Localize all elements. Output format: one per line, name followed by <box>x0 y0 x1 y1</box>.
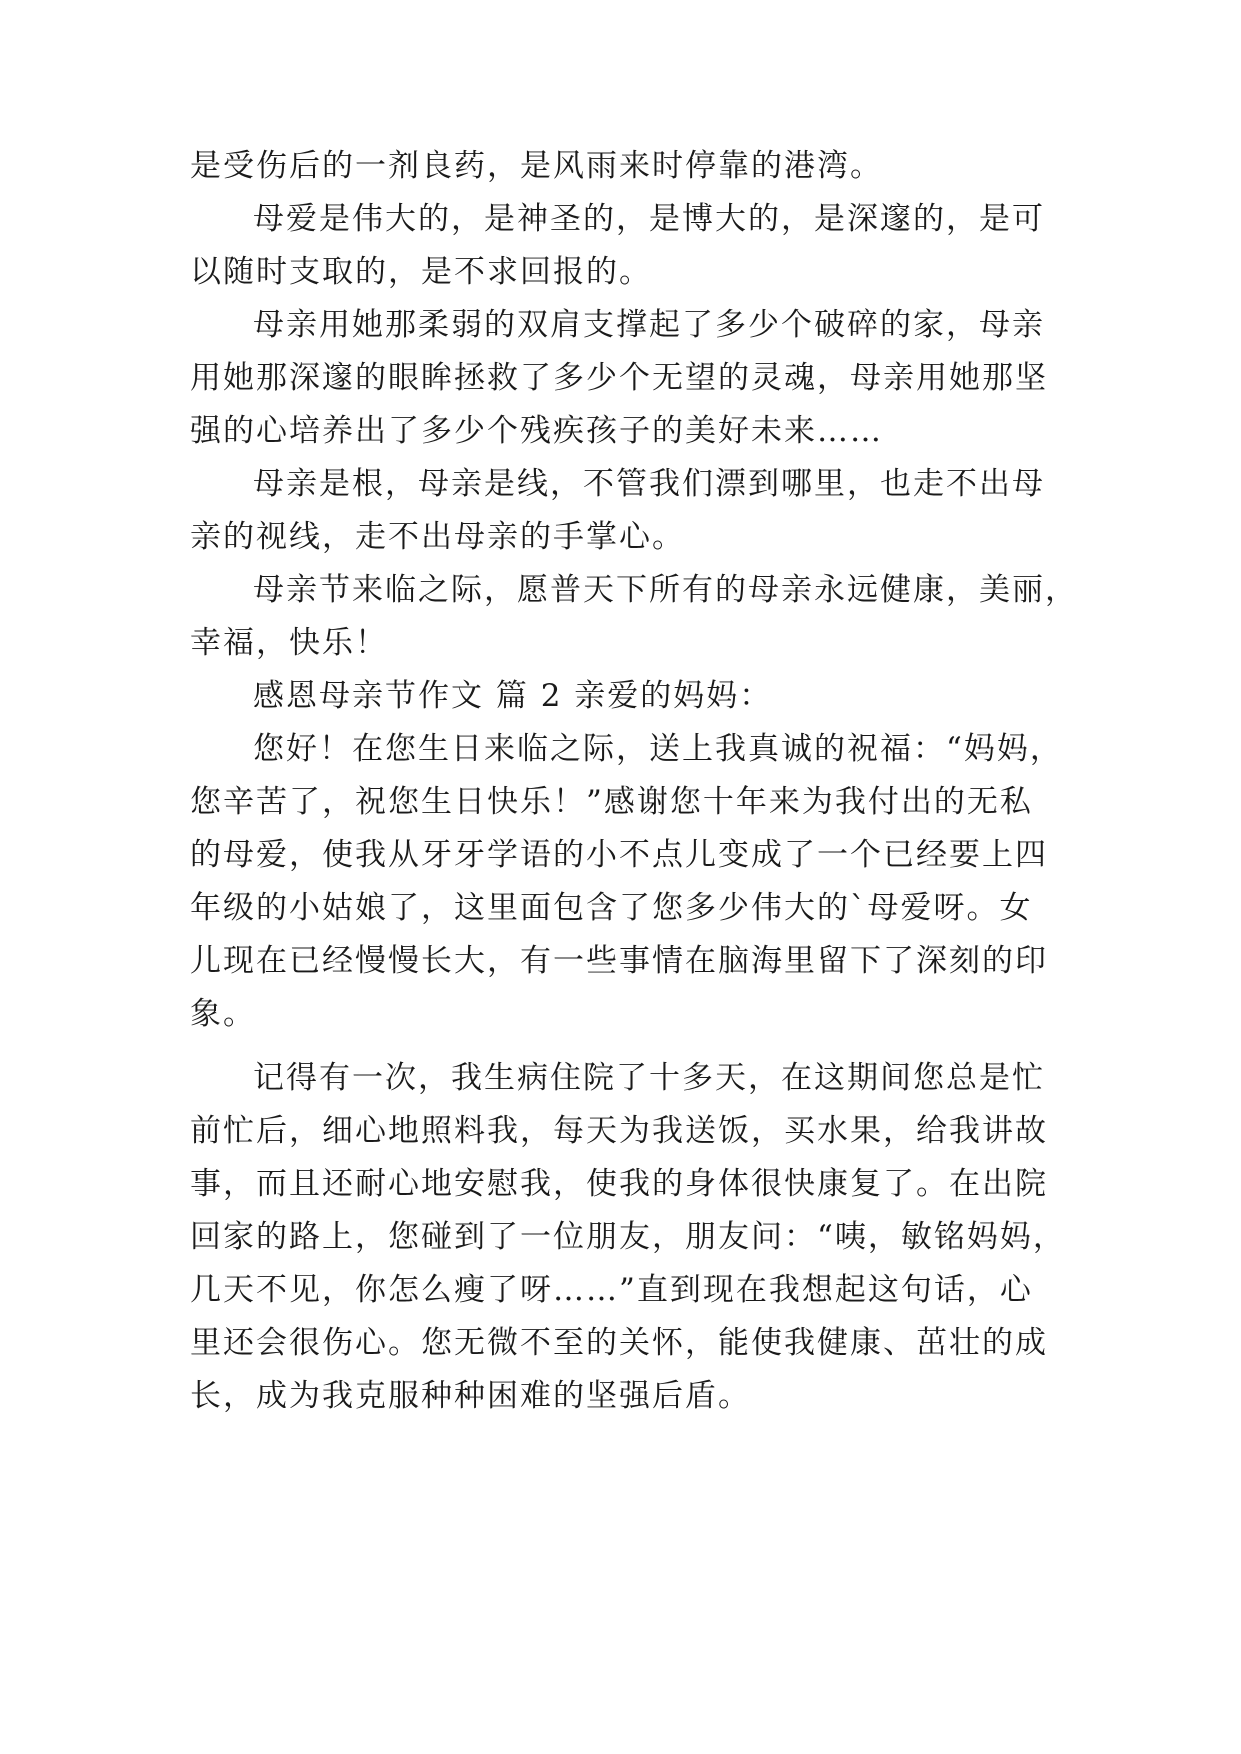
paragraph-first-line: 母亲是根，母亲是线，不管我们漂到哪里，也走不出母 <box>253 466 1045 502</box>
paragraph-first-line: 母爱是伟大的，是神圣的，是博大的，是深邃的，是可 <box>253 201 1045 237</box>
text-line: 里还会很伤心。您无微不至的关怀，能使我健康、茁壮的成 <box>190 1325 1048 1361</box>
text-line: 象。 <box>190 996 256 1032</box>
paragraph-first-line: 母亲节来临之际，愿普天下所有的母亲永远健康，美丽， <box>253 572 1078 608</box>
paragraph-first-line: 记得有一次，我生病住院了十多天，在这期间您总是忙 <box>253 1060 1045 1096</box>
text-line: 几天不见，你怎么瘦了呀……”直到现在我想起这句话，心 <box>190 1272 1033 1308</box>
text-line: 强的心培养出了多少个残疾孩子的美好未来…… <box>190 413 883 449</box>
text-line: 事，而且还耐心地安慰我，使我的身体很快康复了。在出院 <box>190 1166 1048 1202</box>
text-line: 亲的视线，走不出母亲的手掌心。 <box>190 519 685 555</box>
text-line: 的母爱，使我从牙牙学语的小不点儿变成了一个已经要上四 <box>190 837 1048 873</box>
text-line: 幸福，快乐！ <box>190 625 388 661</box>
text-line: 回家的路上，您碰到了一位朋友，朋友问：“咦，敏铭妈妈， <box>190 1219 1066 1255</box>
text-line: 用她那深邃的眼眸拯救了多少个无望的灵魂，母亲用她那坚 <box>190 360 1048 396</box>
text-line: 以随时支取的，是不求回报的。 <box>190 254 652 290</box>
text-line: 年级的小姑娘了，这里面包含了您多少伟大的`母爱呀。女 <box>190 890 1033 926</box>
text-line: 是受伤后的一剂良药，是风雨来时停靠的港湾。 <box>190 148 883 184</box>
text-line: 长，成为我克服种种困难的坚强后盾。 <box>190 1378 751 1414</box>
text-line: 前忙后，细心地照料我，每天为我送饭，买水果，给我讲故 <box>190 1113 1048 1149</box>
paragraph-first-line: 母亲用她那柔弱的双肩支撑起了多少个破碎的家，母亲 <box>253 307 1045 343</box>
paragraph-first-line: 您好！在您生日来临之际，送上我真诚的祝福：“妈妈， <box>253 731 1063 767</box>
section-heading: 感恩母亲节作文 篇 2 亲爱的妈妈： <box>253 678 773 714</box>
text-line: 您辛苦了，祝您生日快乐！”感谢您十年来为我付出的无私 <box>190 784 1033 820</box>
text-line: 儿现在已经慢慢长大，有一些事情在脑海里留下了深刻的印 <box>190 943 1048 979</box>
